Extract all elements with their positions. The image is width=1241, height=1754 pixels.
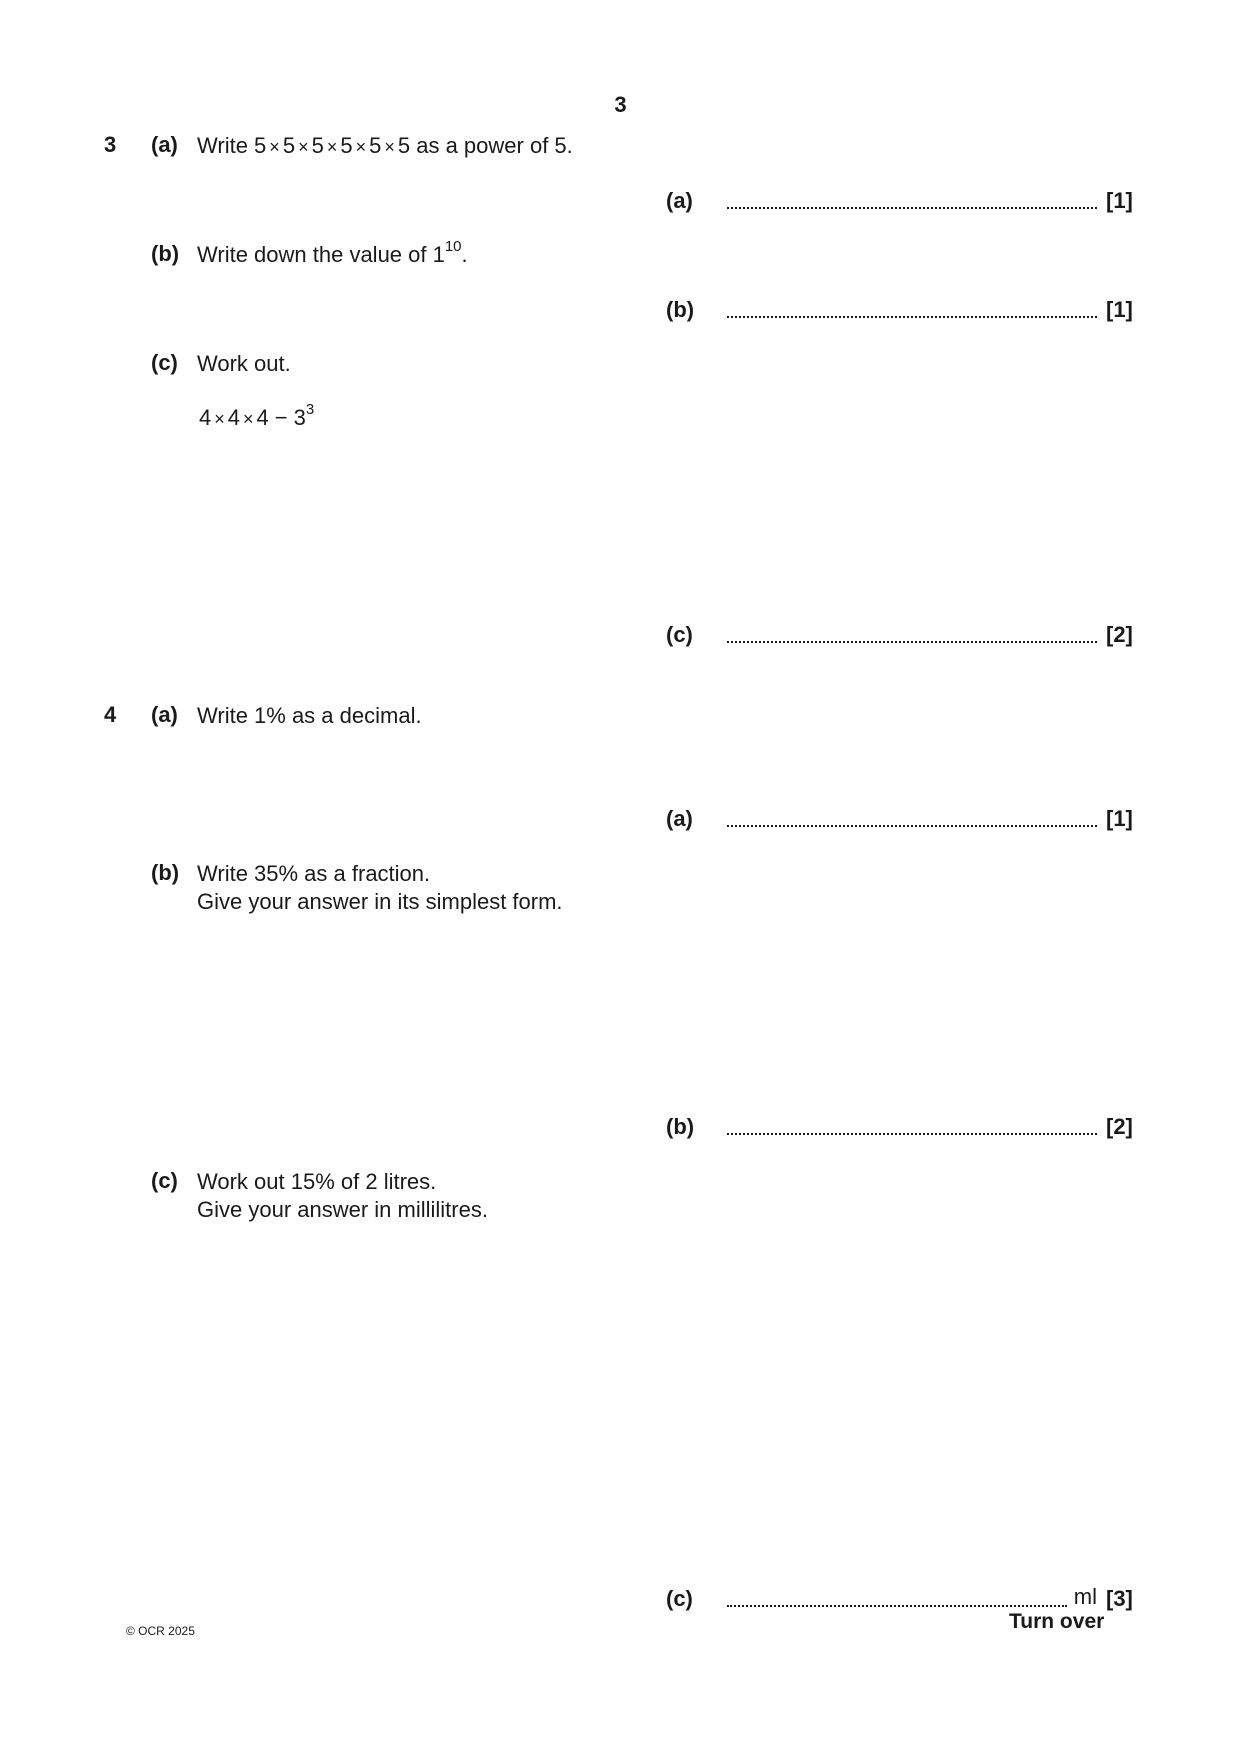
answer-3c-line[interactable] [727, 620, 1097, 646]
marks-4b: [2] [1106, 1114, 1133, 1139]
question-3c-text: Work out. [197, 351, 291, 376]
question-4c-line2: Give your answer in millilitres. [197, 1197, 488, 1222]
exponent: 10 [444, 238, 462, 255]
factor: 5 [397, 133, 411, 158]
copyright-notice: © OCR 2025 [126, 1624, 195, 1638]
question-4c-line1: Work out 15% of 2 litres. [197, 1169, 437, 1194]
minus-sign: − [274, 405, 288, 430]
answer-4a-label: (a) [666, 806, 693, 831]
question-4a-text: Write 1% as a decimal. [197, 703, 422, 728]
question-4b-label: (b) [151, 860, 180, 885]
question-4b-line2: Give your answer in its simplest form. [197, 889, 563, 914]
question-3a-label: (a) [151, 132, 178, 157]
question-3b-text [197, 238, 468, 272]
question-3a-text-before: Write [197, 133, 255, 158]
factor: 5 [369, 133, 382, 158]
answer-3a-label: (a) [666, 188, 693, 213]
times-sign: × [243, 409, 254, 429]
times-sign: × [214, 409, 225, 429]
factor: 5 [254, 133, 267, 158]
times-sign: × [355, 137, 367, 157]
factor: 4 [199, 405, 212, 430]
question-3c-expression [199, 401, 315, 435]
question-4a-label: (a) [151, 702, 178, 727]
answer-4a-line[interactable] [727, 804, 1097, 830]
answer-4b-line[interactable] [727, 1112, 1097, 1138]
turn-over-label: Turn over [1009, 1610, 1105, 1633]
marks-3a: [1] [1106, 188, 1133, 213]
answer-3b-line[interactable] [727, 295, 1097, 321]
question-4-number: 4 [104, 702, 117, 727]
marks-3c: [2] [1106, 622, 1133, 647]
question-3b-label: (b) [151, 241, 180, 266]
answer-3c-label: (c) [666, 622, 693, 647]
question-3a-text-after: as a power of 5. [410, 133, 573, 158]
answer-4c-label: (c) [666, 1586, 693, 1611]
times-sign: × [384, 137, 395, 157]
question-4b-line1: Write 35% as a fraction. [197, 861, 431, 886]
marks-4a: [1] [1106, 806, 1133, 831]
question-4c-label: (c) [151, 1168, 178, 1193]
question-3b-text-before: Write down the value of 1 [197, 242, 445, 267]
exponent: 3 [305, 401, 315, 418]
marks-3b: [1] [1106, 297, 1133, 322]
factor: 4 [256, 405, 269, 430]
question-3-number: 3 [104, 132, 117, 157]
factor: 5 [282, 133, 296, 158]
times-sign: × [326, 137, 338, 157]
marks-4c: [3] [1106, 1586, 1133, 1611]
answer-3b-label: (b) [666, 297, 695, 322]
base: 3 [293, 405, 306, 430]
factor: 5 [311, 133, 324, 158]
page-number: 3 [614, 92, 627, 117]
times-sign: × [298, 137, 309, 157]
answer-4c-line[interactable] [727, 1584, 1097, 1610]
factor: 5 [340, 133, 353, 158]
times-sign: × [269, 137, 280, 157]
question-3b-text-after: . [461, 242, 468, 267]
answer-4c-unit: ml [1073, 1584, 1097, 1609]
question-3a-text [197, 132, 573, 161]
factor: 4 [227, 405, 241, 430]
answer-3a-line[interactable] [727, 186, 1097, 212]
question-3c-label: (c) [151, 350, 178, 375]
answer-4b-label: (b) [666, 1114, 695, 1139]
